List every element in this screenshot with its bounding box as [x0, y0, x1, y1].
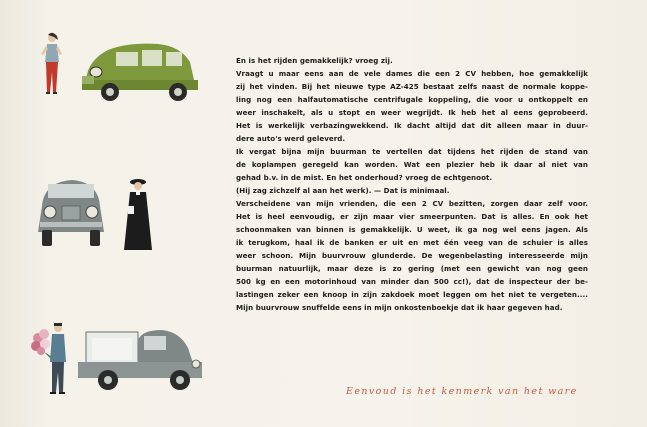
- text-line: gehad b.v. in de mist. En het onderhoud? vroeg de echtgenoot.: [236, 173, 493, 182]
- green-2cv-car-icon: [82, 44, 198, 101]
- text-line: Het is heel eenvoudig, er zijn maar vier smeerpunten. Dat is alles. En ook het: [236, 212, 588, 221]
- man-with-flowers-and-van-illustration: [30, 318, 210, 400]
- text-line: En is het rijden gemakkelijk? vroeg zij.: [236, 56, 393, 65]
- text-line: 500 kg en een motorinhoud van minder dan 500 cc!), dat de inspecteur der be-: [236, 277, 588, 286]
- text-line: zij het vinden. Bij het nieuwe type AZ-425 bestaat zelfs naast de normale koppe-: [236, 82, 588, 91]
- gray-2cv-front-car-icon: [38, 180, 104, 246]
- text-line: Het is werkelijk verbazingwekkend. Ik dacht altijd dat dit alleen maar in duur-: [236, 121, 588, 130]
- woman-and-green-car-illustration: [38, 32, 198, 112]
- text-line: weer schoon. Mijn buurvrouw glunderde. De wegenbelasting interesseerde mijn: [236, 251, 588, 260]
- text-line: Mijn buurvrouw snuffelde eens in mijn onkostenboekje dat ik haar gegeven had.: [236, 303, 563, 312]
- text-line: ling nog een halfautomatische centrifugale koppeling, die voor u ontkoppelt en: [236, 95, 588, 104]
- text-line: lastingen zeker een knoop in zijn zakdoek moet leggen om het niet te vergeten....: [236, 290, 588, 299]
- man-with-flowers-figure: [31, 323, 66, 394]
- woman-figure: [41, 33, 62, 94]
- gray-car-and-priest-illustration: [36, 176, 166, 254]
- tagline: Eenvoud is het kenmerk van het ware: [346, 386, 578, 397]
- priest-figure: [124, 179, 152, 250]
- text-line: Verscheidene van mijn vrienden, die een 2 CV bezitten, zorgen daar zelf voor.: [236, 199, 588, 208]
- text-line: (Hij zag zichzelf al aan het werk). — Dat is minimaal.: [236, 186, 450, 195]
- gray-2cv-van-icon: [78, 330, 202, 390]
- text-line: ik terugkom, haal ik de banken er uit en met één veeg van de schuier is alles: [236, 238, 588, 247]
- text-line: weer inschakelt, als u stopt en weer wegrijdt. Ik heb het al eens geprobeerd.: [236, 108, 588, 117]
- text-line: dere auto's werd geleverd.: [236, 134, 346, 143]
- text-line: buurman natuurlijk, maar deze is zo gering (met een gewicht van nog geen: [236, 264, 588, 273]
- text-line: Ik vergat bijna mijn buurman te vertellen dat tijdens het rijden de stand van: [236, 147, 588, 156]
- text-line: Vraagt u maar eens aan de vele dames die een 2 CV hebben, hoe gemakkelijk: [236, 69, 588, 78]
- body-text: [236, 54, 588, 314]
- text-line: de koplampen geregeld kan worden. Wat een plezier heb ik daar al niet van: [236, 160, 588, 169]
- text-line: schoonmaken van binnen is gemakkelijk. U weet, ik ga nog wel eens jagen. Als: [236, 225, 588, 234]
